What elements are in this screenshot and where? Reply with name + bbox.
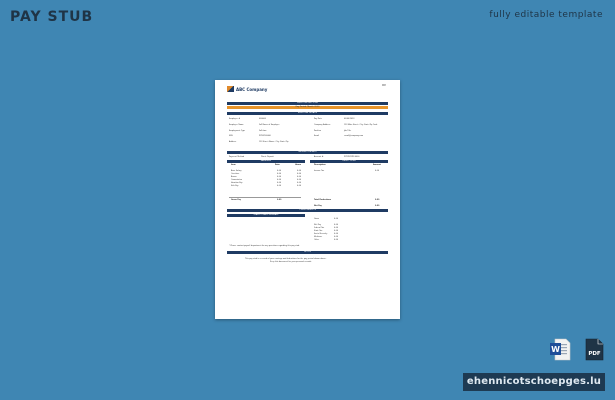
label: SSN <box>229 135 233 137</box>
list-item: Medicare <box>314 236 323 238</box>
value: Job Title <box>344 130 352 132</box>
value: email@company.com <box>344 135 364 137</box>
label: Pay Date <box>314 118 323 120</box>
list-item: Bonus <box>231 176 237 178</box>
list-item: 0.00 <box>277 173 282 175</box>
label: Address <box>229 141 237 143</box>
deductions-bar: DEDUCTIONS <box>310 160 388 163</box>
label: Payment Method <box>229 156 245 158</box>
company-logo <box>227 85 267 93</box>
list-item: 0.00 <box>334 230 339 232</box>
list-item: Sick Pay <box>231 185 239 187</box>
svg-text:W: W <box>551 345 560 354</box>
footer-line-2: Keep this document for your personal records. <box>270 261 312 263</box>
word-icon[interactable] <box>549 338 571 361</box>
list-item: 0.00 <box>277 170 282 172</box>
list-item: 0.00 <box>297 176 302 178</box>
col-header: Item <box>231 164 236 166</box>
list-item: 0.00 <box>277 179 282 181</box>
label: Company Address <box>314 124 331 126</box>
list-item: 0.00 <box>277 176 282 178</box>
list-item: 0.00 <box>277 182 282 184</box>
list-item: 0.00 <box>334 227 339 229</box>
net-pay-label: Net Pay <box>314 205 322 207</box>
list-item: Vacation Pay <box>231 182 243 184</box>
period-bar: Pay Period: Month 2023 <box>227 106 388 109</box>
label: Email <box>314 135 319 137</box>
value: 123 Street Name, City, State Zip <box>259 141 289 143</box>
pay-stub-preview[interactable] <box>215 80 400 319</box>
total-deductions-label: Total Deductions <box>314 199 331 201</box>
label: Employee Name <box>229 124 244 126</box>
total-deductions-value: 0.00 <box>375 199 380 201</box>
label: Position <box>314 130 321 132</box>
value: 000000 <box>259 118 266 120</box>
list-item: 0.00 <box>297 185 302 187</box>
value: Full-time <box>259 130 267 132</box>
list-item: Social Security <box>314 233 328 235</box>
value: XXXX-XXXX-0000 <box>344 156 360 158</box>
page-subtitle: fully editable template <box>489 10 603 20</box>
list-item: 0.00 <box>277 185 282 187</box>
list-item: 0.00 <box>297 173 302 175</box>
list-item: Gross <box>314 218 320 220</box>
ytd-bar: YEAR-TO-DATE SUMMARY <box>227 214 305 217</box>
label: Account # <box>314 156 324 158</box>
list-item: 0.00 <box>334 236 339 238</box>
note-text: * Please contact payroll department for any questions regarding this pay stub. <box>229 245 300 247</box>
list-item: 0.00 <box>297 170 302 172</box>
list-item: Federal Tax <box>314 227 325 229</box>
net-pay-value: 0.00 <box>375 205 380 207</box>
logo-text: ABC Company <box>236 86 268 92</box>
value: Direct Deposit <box>261 156 274 158</box>
list-item: 0.00 <box>375 170 380 172</box>
page-title: PAY STUB <box>10 9 94 25</box>
list-item: 0.00 <box>297 182 302 184</box>
svg-text:PDF: PDF <box>588 351 601 357</box>
value: XXX-XX-0000 <box>259 135 271 137</box>
list-item: 0.00 <box>297 179 302 181</box>
list-item: Net Pay <box>314 224 321 226</box>
brand-banner: ehennicotschoepges.lu <box>463 373 605 391</box>
stub-number: PAY <box>382 84 386 87</box>
gross-label: Gross Pay <box>231 199 241 201</box>
value: 00/00/2023 <box>344 118 355 120</box>
list-item: Income Tax <box>314 170 325 172</box>
list-item: State Tax <box>314 230 323 232</box>
logo-icon <box>227 86 234 92</box>
list-item: 0.00 <box>334 224 339 226</box>
list-item: Base Salary <box>231 170 242 172</box>
list-item: Overtime <box>231 173 240 175</box>
value: 123 Main Street, City, State Zip Code <box>344 124 378 126</box>
list-item: 0.00 <box>334 239 339 241</box>
notes-bar: NOTES <box>227 251 388 254</box>
list-item: 0.00 <box>334 233 339 235</box>
other-benefits-bar: OTHER BENEFITS <box>227 209 388 212</box>
employee-section-bar: EMPLOYEE DETAILS <box>227 112 388 115</box>
value: Full Name of Employee <box>259 124 280 126</box>
pdf-icon[interactable] <box>583 338 605 361</box>
list-item: Commission <box>231 179 242 181</box>
gross-value: 0.00 <box>277 199 282 201</box>
list-item: Other <box>314 239 320 241</box>
list-item: 0.00 <box>334 218 339 220</box>
col-header: Description <box>314 164 326 166</box>
col-header: Rate <box>275 164 280 166</box>
col-header: Amount <box>373 164 381 166</box>
payment-section-bar: PAYMENT DETAILS <box>227 151 388 154</box>
earnings-bar: EARNINGS <box>227 160 305 163</box>
title-bar: EMPLOYEE PAY STUB <box>227 102 388 105</box>
label: Employee # <box>229 118 240 120</box>
label: Employment Type <box>229 130 246 132</box>
col-header: Hours <box>295 164 301 166</box>
footer-line-1: This pay stub is a record of your earnings and deductions for the pay period shown above. <box>245 258 327 260</box>
